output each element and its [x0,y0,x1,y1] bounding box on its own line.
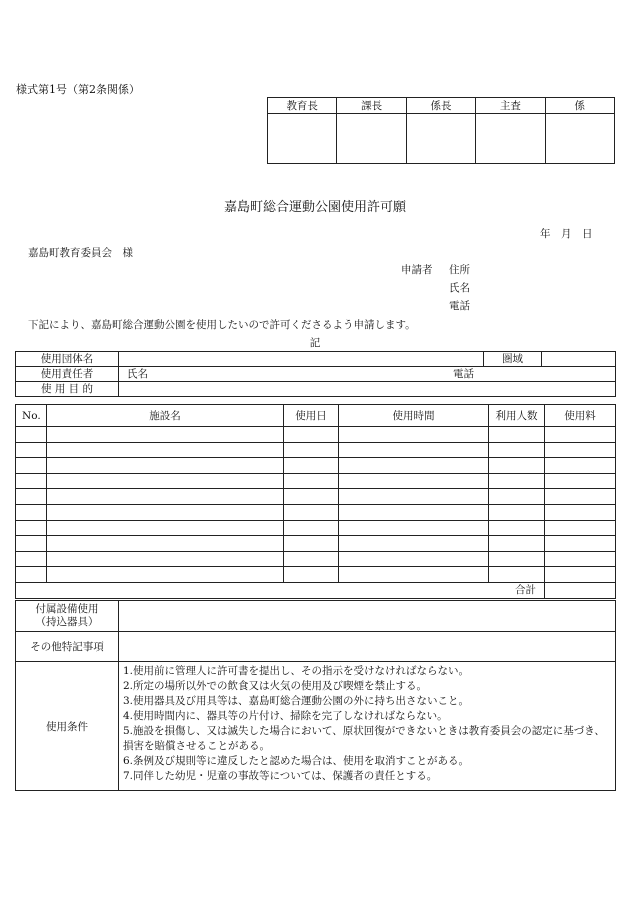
row-no-cell[interactable] [16,489,47,505]
row-facility-cell[interactable] [47,427,284,443]
row-date-cell[interactable] [284,520,339,536]
condition-number: 3. [123,695,134,707]
table-row [16,520,616,536]
form-code: 様式第1号（第2条関係） [16,83,140,96]
row-people-cell[interactable] [489,551,545,567]
row-fee-cell[interactable] [545,458,616,474]
row-fee-cell[interactable] [545,536,616,552]
approval-stamp-cell[interactable] [406,114,475,164]
row-time-cell[interactable] [339,567,489,583]
col-header-time: 使用時間 [339,405,489,427]
row-time-cell[interactable] [339,473,489,489]
row-people-cell[interactable] [489,427,545,443]
equipment-field[interactable] [119,601,616,632]
row-date-cell[interactable] [284,567,339,583]
row-fee-cell[interactable] [545,427,616,443]
total-fee-field[interactable] [545,582,616,598]
condition-item: 1.使用前に管理人に許可書を提出し、その指示を受けなければならない。 [123,665,469,677]
row-people-cell[interactable] [489,504,545,520]
table-row [16,489,616,505]
condition-number: 6. [123,755,134,767]
condition-number: 7. [123,770,134,782]
row-time-cell[interactable] [339,504,489,520]
area-label: 圏域 [484,352,542,367]
row-fee-cell[interactable] [545,551,616,567]
table-row [16,442,616,458]
row-people-cell[interactable] [489,536,545,552]
row-people-cell[interactable] [489,520,545,536]
row-time-cell[interactable] [339,536,489,552]
condition-number: 1. [123,665,134,677]
addressee: 嘉島町教育委員会 様 [28,247,133,259]
area-field[interactable] [542,352,616,367]
table-row [16,427,616,443]
row-time-cell[interactable] [339,489,489,505]
row-no-cell[interactable] [16,536,47,552]
applicant-label: 申請者 [401,264,433,276]
approval-header: 課長 [337,98,406,114]
row-time-cell[interactable] [339,458,489,474]
row-date-cell[interactable] [284,536,339,552]
col-header-people: 利用人数 [489,405,545,427]
row-date-cell[interactable] [284,489,339,505]
approval-header: 係長 [406,98,475,114]
row-date-cell[interactable] [284,427,339,443]
purpose-label: 使 用 目 的 [16,382,119,397]
row-no-cell[interactable] [16,567,47,583]
approval-stamp-cell[interactable] [337,114,406,164]
applicant-address-label: 住所 [449,264,470,276]
ki-label: 記 [309,337,321,349]
row-no-cell[interactable] [16,442,47,458]
approval-header: 教育長 [268,98,337,114]
row-no-cell[interactable] [16,427,47,443]
row-date-cell[interactable] [284,458,339,474]
row-time-cell[interactable] [339,551,489,567]
table-row [16,567,616,583]
row-date-cell[interactable] [284,504,339,520]
purpose-field[interactable] [119,382,616,397]
responsible-name-label: 氏名 [127,368,148,380]
extra-table [15,600,616,791]
row-no-cell[interactable] [16,504,47,520]
table-row [16,504,616,520]
col-header-fee: 使用料 [545,405,616,427]
row-no-cell[interactable] [16,520,47,536]
row-facility-cell[interactable] [47,473,284,489]
condition-number: 5. [123,725,134,737]
row-fee-cell[interactable] [545,473,616,489]
conditions-cell [119,662,616,791]
row-facility-cell[interactable] [47,567,284,583]
other-notes-label: その他特記事項 [16,632,119,662]
page-title: 嘉島町総合運動公園使用許可願 [223,200,406,215]
row-time-cell[interactable] [339,520,489,536]
row-no-cell[interactable] [16,458,47,474]
table-row [16,551,616,567]
approval-header: 主査 [476,98,545,114]
condition-item: 4.使用時間内に、器具等の片付け、掃除を完了しなければならない。 [123,710,448,722]
approval-stamp-cell[interactable] [476,114,545,164]
row-people-cell[interactable] [489,489,545,505]
approval-stamp-cell[interactable] [545,114,614,164]
condition-number: 2. [123,680,134,692]
responsible-person-field[interactable] [119,367,616,382]
approval-header: 係 [545,98,614,114]
row-fee-cell[interactable] [545,489,616,505]
row-people-cell[interactable] [489,442,545,458]
approval-stamp-table [267,97,615,164]
equipment-label-line2: （持込器具） [35,616,99,628]
request-text: 下記により、嘉島町総合運動公園を使用したいので許可くださるよう申請します。 [28,319,416,331]
table-row [16,458,616,474]
table-row [16,473,616,489]
group-name-field[interactable] [119,352,484,367]
condition-item: 5.施設を損傷し、又は滅失した場合において、原状回復ができないときは教育委員会の認定に基づき、損害を賠償させることがある。 [123,725,605,752]
row-facility-cell[interactable] [47,458,284,474]
equipment-label-line1: 付属設備使用 [35,603,99,615]
condition-item: 7.同伴した幼児・児童の事故等については、保護者の責任とする。 [123,770,438,782]
row-people-cell[interactable] [489,458,545,474]
row-date-cell[interactable] [284,551,339,567]
row-no-cell[interactable] [16,551,47,567]
condition-item: 2.所定の場所以外での飲食又は火気の使用及び喫煙を禁止する。 [123,680,427,692]
table-row [16,536,616,552]
row-people-cell[interactable] [489,567,545,583]
row-facility-cell[interactable] [47,442,284,458]
condition-item: 3.使用器具及び用具等は、嘉島町総合運動公園の外に持ち出さないこと。 [123,695,469,707]
row-fee-cell[interactable] [545,504,616,520]
applicant-name-label: 氏名 [449,282,470,294]
row-time-cell[interactable] [339,442,489,458]
row-facility-cell[interactable] [47,504,284,520]
equipment-label [16,601,119,632]
approval-stamp-cell[interactable] [268,114,337,164]
col-header-facility: 施設名 [47,405,284,427]
date-line: 年 月 日 [540,228,593,240]
row-facility-cell[interactable] [47,536,284,552]
total-label: 合計 [16,582,545,598]
col-header-no: No. [16,405,47,427]
responsible-phone-label: 電話 [453,368,474,380]
row-facility-cell[interactable] [47,489,284,505]
info-table [15,351,616,397]
row-time-cell[interactable] [339,427,489,443]
row-fee-cell[interactable] [545,567,616,583]
row-date-cell[interactable] [284,442,339,458]
row-people-cell[interactable] [489,473,545,489]
condition-item: 6.条例及び規則等に違反したと認めた場合は、使用を取消すことがある。 [123,755,469,767]
condition-number: 4. [123,710,134,722]
conditions-list [119,664,615,784]
applicant-phone-label: 電話 [449,300,470,312]
row-no-cell[interactable] [16,473,47,489]
other-notes-field[interactable] [119,632,616,662]
row-facility-cell[interactable] [47,551,284,567]
col-header-date: 使用日 [284,405,339,427]
facility-table [15,404,616,599]
group-name-label: 使用団体名 [16,352,119,367]
row-fee-cell[interactable] [545,442,616,458]
responsible-person-label: 使用責任者 [16,367,119,382]
row-date-cell[interactable] [284,473,339,489]
row-fee-cell[interactable] [545,520,616,536]
row-facility-cell[interactable] [47,520,284,536]
conditions-label: 使用条件 [16,662,119,791]
